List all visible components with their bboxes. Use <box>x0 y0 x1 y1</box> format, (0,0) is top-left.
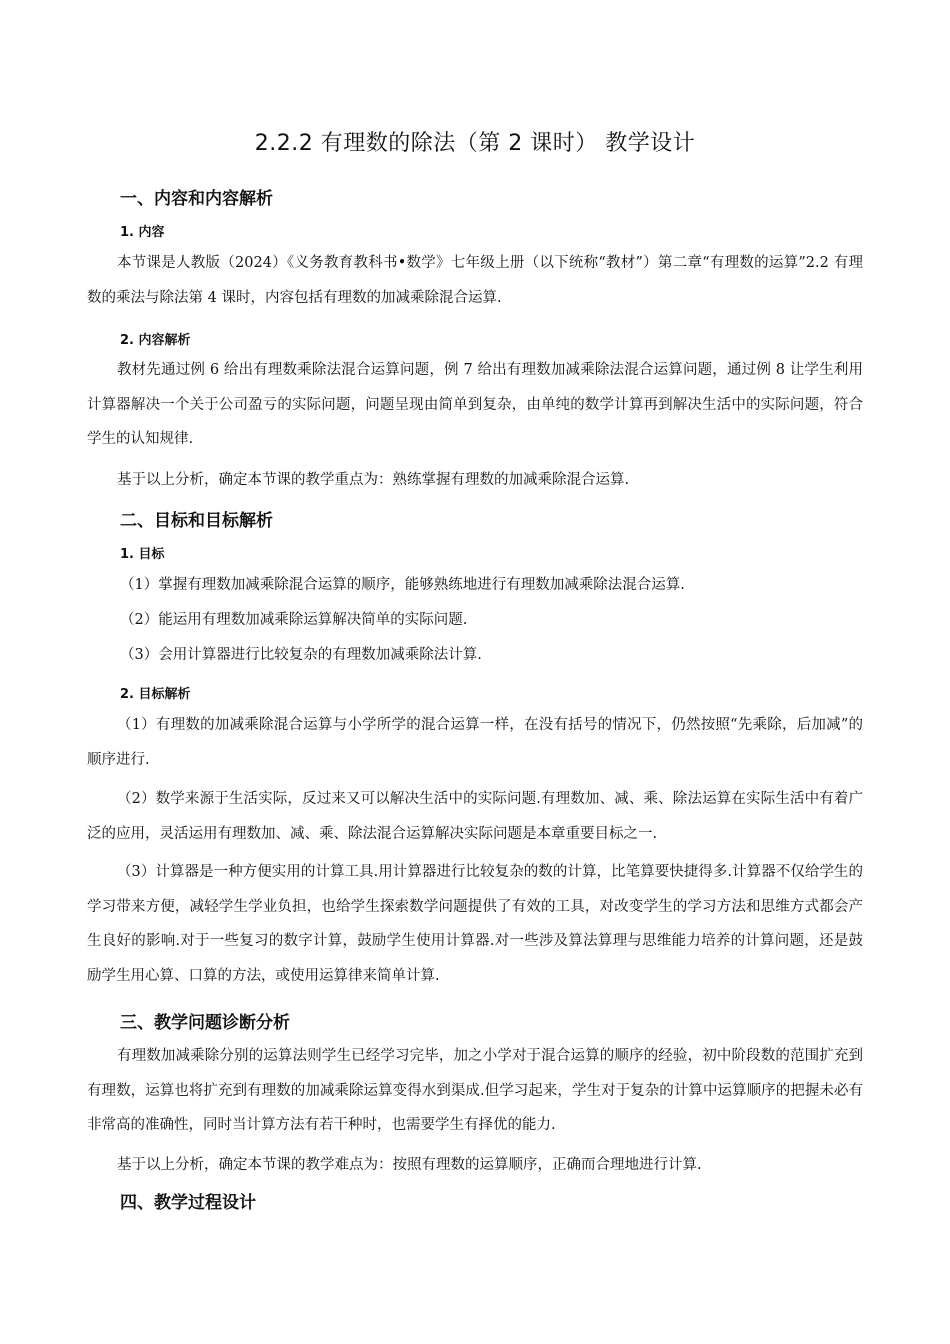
goal-item: （1）掌握有理数加减乘除混合运算的顺序，能够熟练地进行有理数加减乘除法混合运算. <box>120 577 685 593</box>
goal-item: （2）能运用有理数加减乘除运算解决简单的实际问题. <box>120 612 468 628</box>
section-heading-goals: 二、目标和目标解析 <box>120 511 273 531</box>
subheading-content: 1. 内容 <box>120 225 165 240</box>
section-heading-diagnosis: 三、教学问题诊断分析 <box>120 1013 290 1033</box>
paragraph-key-point: 基于以上分析，确定本节课的教学重点为：熟练掌握有理数的加减乘除混合运算. <box>117 472 630 488</box>
paragraph-difficulty: 基于以上分析，确定本节课的教学难点为：按照有理数的运算顺序，正确而合理地进行计算. <box>117 1157 702 1173</box>
section-heading-process: 四、教学过程设计 <box>120 1193 256 1213</box>
subheading-goals: 1. 目标 <box>120 547 165 562</box>
paragraph-diagnosis: 有理数加减乘除分别的运算法则学生已经学习完毕，加之小学对于混合运算的顺序的经验，初中阶段数的范围扩充到有理数，运算也将扩充到有理数的加减乘除运算变得水到渠成.但学习起来，学生对于复杂的计算中运算顺序的把握未必有非常高的准确性，同时当计算方法有若干种时，也需要学生有择优的能力. <box>87 1048 863 1133</box>
paragraph-goal-analysis-2: （2）数学来源于生活实际，反过来又可以解决生活中的实际问题.有理数加、减、乘、除法运算在实际生活中有着广泛的应用，灵活运用有理数加、减、乘、除法混合运算解决实际问题是本章重要目标之一. <box>87 791 863 842</box>
goal-item: （3）会用计算器进行比较复杂的有理数加减乘除法计算. <box>120 647 482 663</box>
paragraph-content-analysis: 教材先通过例 6 给出有理数乘除法混合运算问题，例 7 给出有理数加减乘除法混合运算问题，通过例 8 让学生利用计算器解决一个关于公司盈亏的实际问题，问题呈现由简单到复杂，由单纯的数学计算再到解决生活中的实际问题，符合学生的认知规律. <box>87 362 863 447</box>
document-title: 2.2.2 有理数的除法（第 2 课时） 教学设计 <box>254 131 696 156</box>
paragraph-content-intro: 本节课是人教版（2024）《义务教育教科书•数学》七年级上册（以下统称“教材”）第二章“有理数的运算”2.2 有理数的乘法与除法第 4 课时，内容包括有理数的加减乘除混合运算. <box>87 255 863 306</box>
section-heading-content: 一、内容和内容解析 <box>120 189 273 209</box>
paragraph-goal-analysis-3: （3）计算器是一种方便实用的计算工具.用计算器进行比较复杂的数的计算，比笔算要快捷得多.计算器不仅给学生的学习带来方便，减轻学生学业负担，也给学生探索数学问题提供了有效的工具，对改变学生的学习方法和思维方式都会产生良好的影响.对于一些复习的数字计算，鼓励学生使用计算器.对一些涉及算法算理与思维能力培养的计算问题，还是鼓励学生用心算、口算的方法，或使用运算律来简单计算. <box>87 864 863 984</box>
paragraph-goal-analysis-1: （1）有理数的加减乘除混合运算与小学所学的混合运算一样，在没有括号的情况下，仍然按照“先乘除，后加减”的顺序进行. <box>87 717 863 768</box>
subheading-goals-analysis: 2. 目标解析 <box>120 687 191 702</box>
subheading-content-analysis: 2. 内容解析 <box>120 333 191 348</box>
